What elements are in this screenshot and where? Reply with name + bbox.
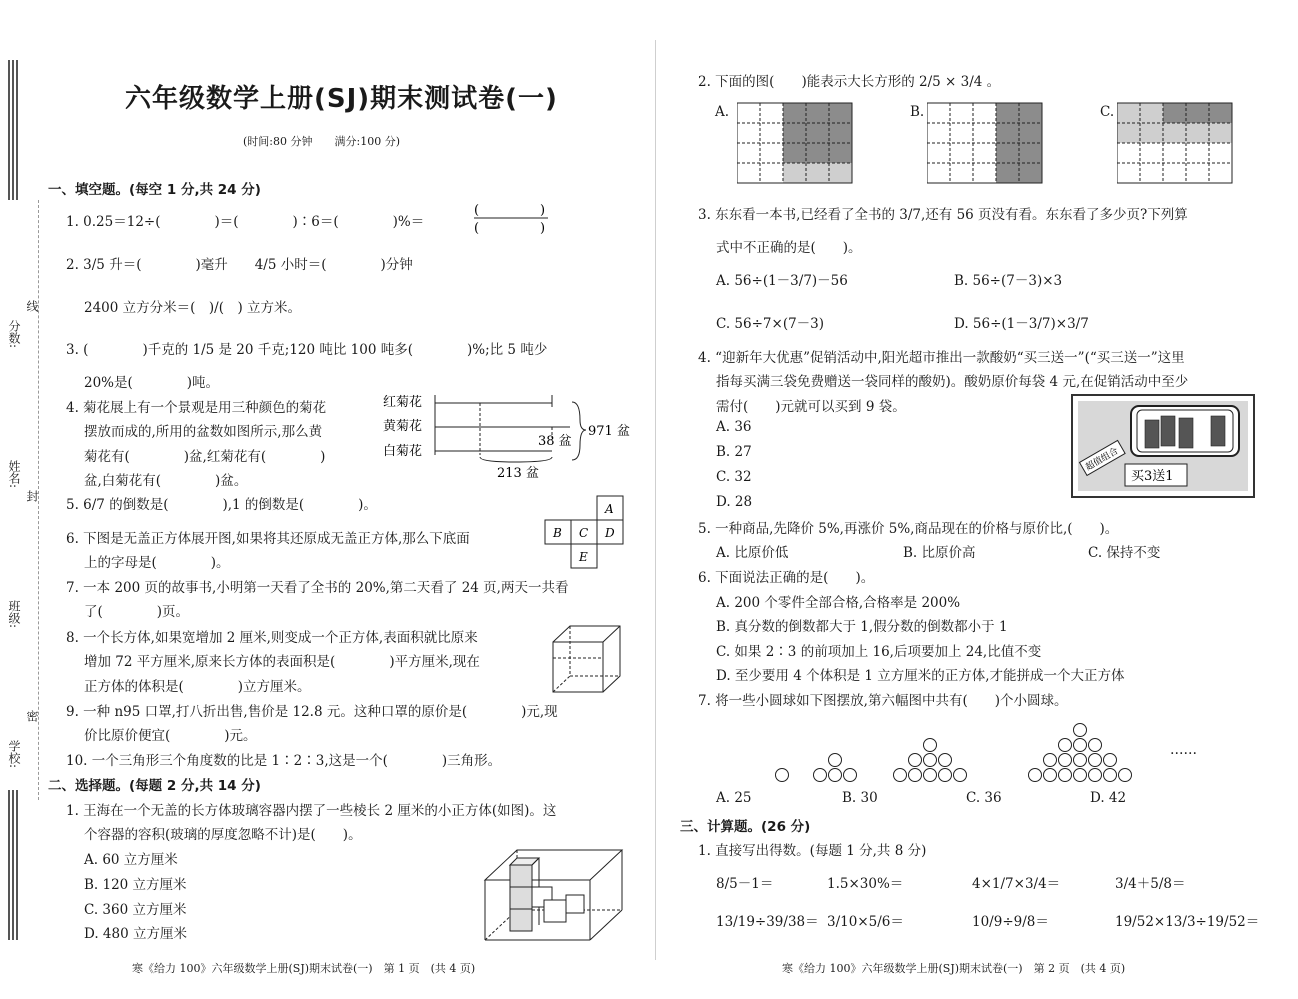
side-mark-xian: 线 <box>25 300 39 312</box>
grid-cell <box>737 143 760 163</box>
side-label-name: 姓名: <box>7 460 21 489</box>
grid-cell <box>1117 163 1140 183</box>
flower-label-white: 白菊花 <box>383 444 423 459</box>
fill-q9a: 9. 一种 n95 口罩,打八折出售,售价是 12.8 元。这种口罩的原价是( )元,现 <box>66 704 558 720</box>
grid-cell <box>806 163 829 183</box>
grid-cell <box>806 143 829 163</box>
grid-cell <box>737 163 760 183</box>
grid-cell <box>996 163 1019 183</box>
grid-cell <box>829 103 852 123</box>
cuboid-figure <box>550 622 624 698</box>
flower-label-yellow: 黄菊花 <box>383 419 423 434</box>
grid-cell <box>1209 103 1232 123</box>
calc-item-6: 3/10×5/6＝ <box>827 914 904 930</box>
calc-item-4: 3/4＋5/8＝ <box>1115 876 1186 892</box>
choice-q2-label-a: A. <box>715 104 730 120</box>
choice-q5-option-a: A. 比原价低 <box>716 545 789 561</box>
ball <box>954 769 967 782</box>
svg-text:(: ( <box>474 221 480 236</box>
choice-q5-option-c: C. 保持不变 <box>1088 545 1161 561</box>
ball <box>939 769 952 782</box>
grid-cell <box>1163 103 1186 123</box>
choice-q6-option-b: B. 真分数的倒数都大于 1,假分数的倒数都小于 1 <box>716 619 1008 635</box>
choice-q6-option-c: C. 如果 2∶3 的前项加上 16,后项要加上 24,比值不变 <box>716 644 1042 660</box>
grid-cell <box>829 123 852 143</box>
choice-q4-option-c: C. 32 <box>716 469 752 485</box>
ball <box>1059 769 1072 782</box>
grid-cell <box>1140 103 1163 123</box>
flower-white-count: 213 盆 <box>497 466 539 481</box>
side-label-class: 班级: <box>7 600 21 629</box>
grid-cell <box>950 123 973 143</box>
ball <box>844 769 857 782</box>
grid-cell <box>1209 123 1232 143</box>
grid-cell <box>973 123 996 143</box>
grid-cell <box>927 123 950 143</box>
choice-q4a: 4. “迎新年大优惠”促销活动中,阳光超市推出一款酸奶“买三送一”(“买三送一”这里 <box>698 350 1185 366</box>
svg-text:): ) <box>540 203 546 218</box>
yogurt-promo-figure <box>1071 394 1255 498</box>
fill-q5: 5. 6/7 的倒数是( ),1 的倒数是( )。 <box>66 497 377 513</box>
calc-item-2: 1.5×30%＝ <box>827 876 904 892</box>
fill-q6b: 上的字母是( )。 <box>84 555 230 571</box>
choice-q3-option-c: C. 56÷7×(7－3) <box>716 316 825 332</box>
grid-cell <box>1019 163 1042 183</box>
section-choice: 二、选择题。(每题 2 分,共 14 分) <box>48 778 261 794</box>
fill-q1: 1. 0.25＝12÷( )＝( )∶6＝( )%＝ <box>66 214 425 230</box>
grid-cell <box>996 123 1019 143</box>
calc-item-3: 4×1/7×3/4＝ <box>972 876 1061 892</box>
calc-item-5: 13/19÷39/38＝ <box>716 914 819 930</box>
grid-cell <box>1117 123 1140 143</box>
grid-cell <box>1117 143 1140 163</box>
ball <box>1089 739 1102 752</box>
choice-q4-option-d: D. 28 <box>716 494 753 510</box>
ball <box>1074 724 1087 737</box>
fill-q4a: 4. 菊花展上有一个景观是用三种颜色的菊花 <box>66 400 327 416</box>
net-letter-c: C <box>579 526 589 540</box>
fill-q2b: 2400 立方分米＝( )/( ) 立方米。 <box>84 300 302 316</box>
grid-cell <box>1209 143 1232 163</box>
ball <box>1044 769 1057 782</box>
choice-q4-option-a: A. 36 <box>716 419 752 435</box>
promo-stamp: 超值组合 <box>1084 446 1121 474</box>
ball <box>924 739 937 752</box>
fill-q8a: 8. 一个长方体,如果宽增加 2 厘米,则变成一个正方体,表面积就比原来 <box>66 630 478 646</box>
grid-cell <box>783 143 806 163</box>
grid-cell <box>1140 163 1163 183</box>
ball <box>939 754 952 767</box>
side-mark-mi: 密 <box>25 710 39 722</box>
ball-pattern-figure <box>770 710 1200 786</box>
grid-option-a <box>737 102 853 186</box>
grid-cell <box>996 103 1019 123</box>
grid-cell <box>1186 163 1209 183</box>
grid-cell <box>950 143 973 163</box>
flower-diagram <box>380 390 630 485</box>
page-title: 六年级数学上册(SJ)期末测试卷(一) <box>125 84 558 114</box>
grid-cell <box>973 103 996 123</box>
fill-q8b: 增加 72 平方厘米,原来长方体的表面积是( )平方厘米,现在 <box>84 654 480 670</box>
net-letter-d: D <box>605 526 615 540</box>
net-letter-a: A <box>605 502 614 516</box>
grid-cell <box>927 143 950 163</box>
grid-cell <box>737 123 760 143</box>
grid-cell <box>1019 143 1042 163</box>
choice-q2-label-b: B. <box>910 104 925 120</box>
ball-pattern-ellipsis: …… <box>1170 742 1197 758</box>
grid-cell <box>950 163 973 183</box>
choice-q7-option-c: C. 36 <box>966 790 1002 806</box>
net-letter-e: E <box>579 550 588 564</box>
choice-q4-option-b: B. 27 <box>716 444 752 460</box>
binding-stripes-bottom <box>8 790 18 940</box>
ball <box>1104 769 1117 782</box>
choice-q1b: 个容器的容积(玻璃的厚度忽略不计)是( )。 <box>84 827 362 843</box>
grid-cell <box>783 103 806 123</box>
grid-cell <box>1163 143 1186 163</box>
grid-cell <box>760 103 783 123</box>
flower-diff: 38 盆 <box>538 434 572 449</box>
grid-cell <box>927 163 950 183</box>
side-label-score: 分数: <box>7 320 21 349</box>
ball <box>1104 754 1117 767</box>
grid-cell <box>1140 143 1163 163</box>
grid-cell <box>950 103 973 123</box>
ball <box>894 769 907 782</box>
ball <box>1074 769 1087 782</box>
grid-cell <box>1186 143 1209 163</box>
choice-q2-label-c: C. <box>1100 104 1115 120</box>
fill-q4c: 菊花有( )盆,红菊花有( ) <box>84 449 326 465</box>
page-footer-right: 寒《给力 100》六年级数学上册(SJ)期末试卷(一) 第 2 页 (共 4 页) <box>782 962 1126 975</box>
choice-q1a: 1. 王海在一个无盖的长方体玻璃容器内摆了一些棱长 2 厘米的小正方体(如图)。这 <box>66 803 557 819</box>
choice-q4b: 指每买满三袋免费赠送一袋同样的酸奶)。酸奶原价每袋 4 元,在促销活动中至少 <box>716 374 1189 390</box>
grid-option-b <box>927 102 1043 186</box>
grid-cell <box>1019 123 1042 143</box>
page-divider <box>655 40 656 960</box>
fill-q7b: 了( )页。 <box>84 604 190 620</box>
choice-q6-option-a: A. 200 个零件全部合格,合格率是 200% <box>716 595 961 611</box>
choice-q7-option-a: A. 25 <box>716 790 752 806</box>
choice-q6: 6. 下面说法正确的是( )。 <box>698 570 875 586</box>
fill-q2a: 2. 3/5 升＝( )毫升 4/5 小时＝( )分钟 <box>66 257 413 273</box>
grid-cell <box>1019 103 1042 123</box>
ball <box>829 754 842 767</box>
ball <box>909 754 922 767</box>
flower-total: 971 盆 <box>588 424 630 439</box>
grid-cell <box>783 163 806 183</box>
grid-cell <box>973 143 996 163</box>
ball <box>1059 739 1072 752</box>
ball <box>909 769 922 782</box>
choice-q3b: 式中不正确的是( )。 <box>716 240 862 256</box>
ball <box>776 769 789 782</box>
choice-q5-option-b: B. 比原价高 <box>903 545 976 561</box>
ball <box>1089 769 1102 782</box>
choice-q3a: 3. 东东看一本书,已经看了全书的 3/7,还有 56 页没有看。东东看了多少页?下列算 <box>698 207 1188 223</box>
grid-cell <box>1186 103 1209 123</box>
glass-container-figure <box>482 845 628 945</box>
grid-cell <box>783 123 806 143</box>
fill-q4b: 摆放而成的,所用的盆数如图所示,那么黄 <box>84 424 323 440</box>
ball <box>1044 754 1057 767</box>
choice-q7: 7. 将一些小圆球如下图摆放,第六幅图中共有( )个小圆球。 <box>698 693 1068 709</box>
grid-cell <box>927 103 950 123</box>
ball <box>1089 754 1102 767</box>
choice-q7-option-b: B. 30 <box>842 790 878 806</box>
fill-q10: 10. 一个三角形三个角度数的比是 1∶2∶3,这是一个( )三角形。 <box>66 753 502 769</box>
choice-q3-option-a: A. 56÷(1－3/7)－56 <box>716 273 848 289</box>
calc-item-7: 10/9÷9/8＝ <box>972 914 1049 930</box>
grid-cell <box>996 143 1019 163</box>
ball <box>1074 754 1087 767</box>
fill-q9b: 价比原价便宜( )元。 <box>84 728 257 744</box>
fill-q1-fraction <box>472 200 562 236</box>
ball <box>1074 739 1087 752</box>
page-footer-left: 寒《给力 100》六年级数学上册(SJ)期末试卷(一) 第 1 页 (共 4 页) <box>132 962 476 975</box>
exam-subtitle: (时间:80 分钟 满分:100 分) <box>243 135 400 148</box>
grid-cell <box>1209 163 1232 183</box>
choice-q3-option-d: D. 56÷(1－3/7)×3/7 <box>954 316 1089 332</box>
choice-q3-option-b: B. 56÷(7－3)×3 <box>954 273 1063 289</box>
choice-q1-option-b: B. 120 立方厘米 <box>84 877 187 893</box>
net-letter-b: B <box>553 526 562 540</box>
ball <box>1119 769 1132 782</box>
choice-q1-option-a: A. 60 立方厘米 <box>84 852 178 868</box>
grid-cell <box>737 103 760 123</box>
calc-heading: 1. 直接写出得数。(每题 1 分,共 8 分) <box>698 843 927 859</box>
grid-cell <box>760 143 783 163</box>
choice-q4c: 需付( )元就可以买到 9 袋。 <box>716 399 906 415</box>
cube-net <box>542 494 626 574</box>
choice-q1-option-c: C. 360 立方厘米 <box>84 902 187 918</box>
grid-cell <box>829 163 852 183</box>
grid-cell <box>1186 123 1209 143</box>
grid-cell <box>1117 103 1140 123</box>
grid-cell <box>1140 123 1163 143</box>
grid-option-c <box>1117 102 1233 186</box>
fill-q6a: 6. 下图是无盖正方体展开图,如果将其还原成无盖正方体,那么下底面 <box>66 531 470 547</box>
ball <box>924 754 937 767</box>
grid-cell <box>806 123 829 143</box>
flower-label-red: 红菊花 <box>383 395 423 410</box>
grid-cell <box>806 103 829 123</box>
side-label-school: 学校: <box>7 740 21 769</box>
fill-q7a: 7. 一本 200 页的故事书,小明第一天看了全书的 20%,第二天看了 24 页,两天一共看 <box>66 580 569 596</box>
grid-cell <box>1163 163 1186 183</box>
fill-q4d: 盆,白菊花有( )盆。 <box>84 473 248 489</box>
ball <box>829 769 842 782</box>
grid-cell <box>829 143 852 163</box>
choice-q7-option-d: D. 42 <box>1090 790 1127 806</box>
choice-q6-option-d: D. 至少要用 4 个体积是 1 立方厘米的正方体,才能拼成一个大正方体 <box>716 668 1125 684</box>
calc-item-8: 19/52×13/3÷19/52＝ <box>1115 914 1260 930</box>
ball <box>1059 754 1072 767</box>
binding-stripes <box>8 60 18 200</box>
ball <box>1029 769 1042 782</box>
choice-q1-option-d: D. 480 立方厘米 <box>84 926 187 942</box>
fill-q8c: 正方体的体积是( )立方厘米。 <box>84 679 311 695</box>
grid-cell <box>973 163 996 183</box>
promo-sign: 买3送1 <box>1131 469 1174 484</box>
grid-cell <box>760 123 783 143</box>
choice-q2: 2. 下面的图( )能表示大长方形的 2/5 × 3/4 。 <box>698 74 1001 90</box>
fill-q3a: 3. ( )千克的 1/5 是 20 千克;120 吨比 100 吨多( )%;比 5 吨少 <box>66 342 548 358</box>
section-calculation: 三、计算题。(26 分) <box>680 819 811 835</box>
section-fill-blank: 一、填空题。(每空 1 分,共 24 分) <box>48 182 261 198</box>
ball <box>924 769 937 782</box>
grid-cell <box>1163 123 1186 143</box>
side-mark-feng: 封 <box>25 490 39 502</box>
grid-cell <box>760 163 783 183</box>
svg-text:(: ( <box>474 203 480 218</box>
ball <box>814 769 827 782</box>
svg-text:): ) <box>540 221 546 236</box>
fill-q3b: 20%是( )吨。 <box>84 375 220 391</box>
calc-item-1: 8/5－1＝ <box>716 876 774 892</box>
choice-q5: 5. 一种商品,先降价 5%,再涨价 5%,商品现在的价格与原价比,( )。 <box>698 521 1119 537</box>
